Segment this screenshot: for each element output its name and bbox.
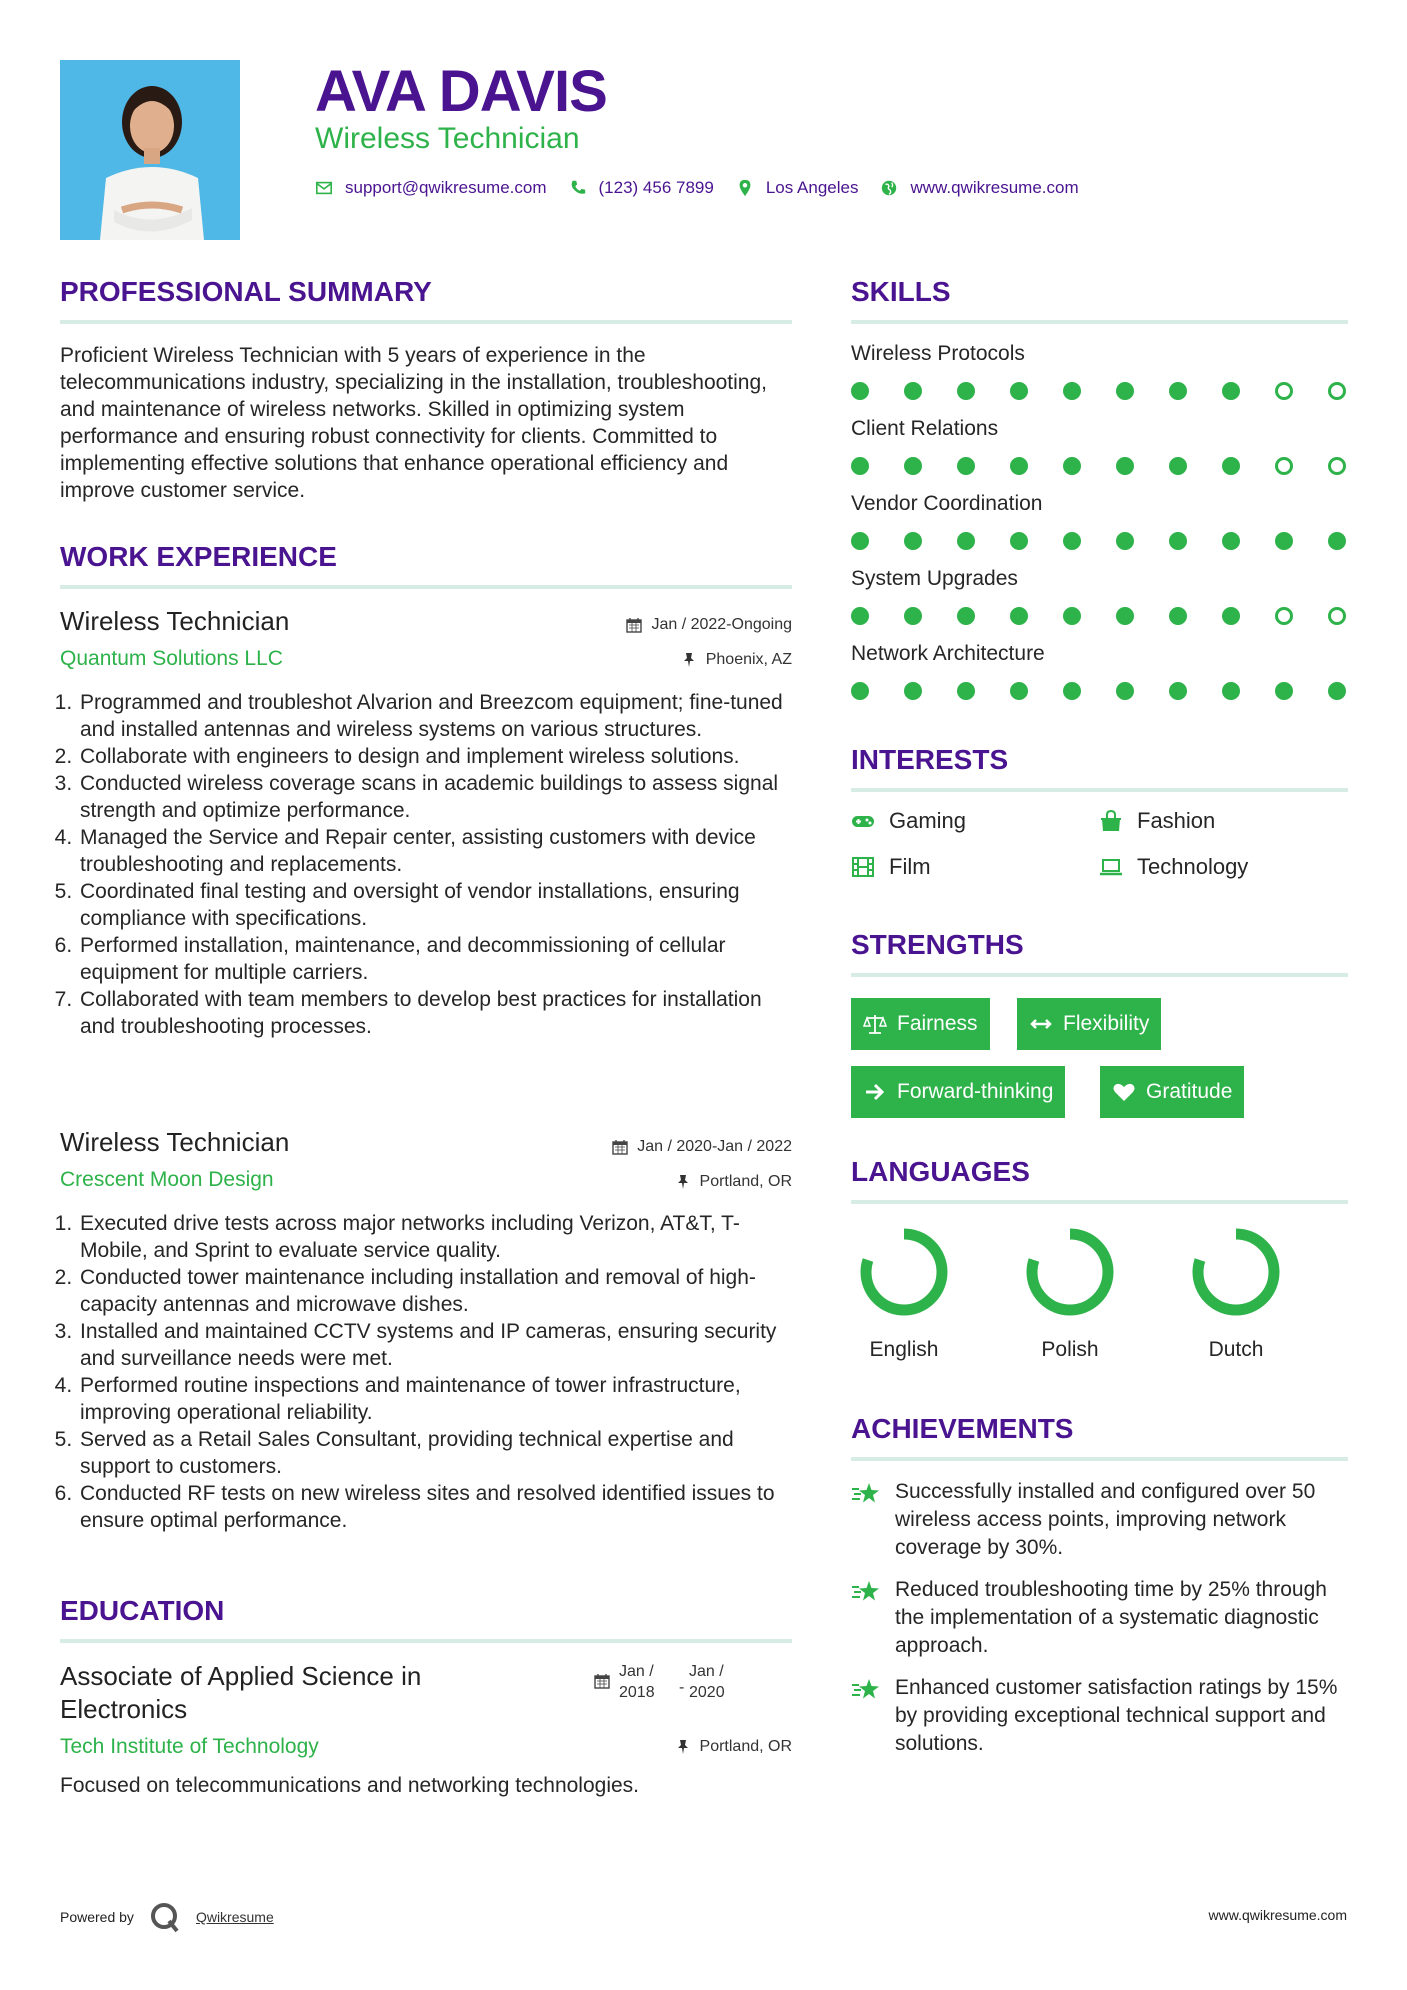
- skill-dot-filled: [1116, 532, 1134, 550]
- skill-dot-filled: [1169, 682, 1187, 700]
- skill-dot-filled: [1010, 457, 1028, 475]
- skill-dot-filled: [851, 532, 869, 550]
- education-start: [619, 1661, 679, 1703]
- skill-name: Network Architecture: [851, 642, 1045, 665]
- work-rule: [60, 585, 792, 589]
- interest-item-gaming: [851, 808, 966, 834]
- strengths-heading: STRENGTHS: [851, 929, 1024, 960]
- skill-dot-filled: [1328, 532, 1346, 550]
- language-ring-arc: [1198, 1234, 1274, 1310]
- education-description: Focused on telecommunications and networking technologies.: [60, 1774, 640, 1797]
- pushpin-icon: [675, 1739, 691, 1755]
- skill-dot-filled: [957, 682, 975, 700]
- skill-dot-filled: [957, 382, 975, 400]
- language-ring: [1024, 1226, 1116, 1318]
- skill-dot-filled: [1222, 607, 1240, 625]
- language-ring: [858, 1226, 950, 1318]
- skill-dot-empty: [1328, 457, 1346, 475]
- skill-dot-filled: [1222, 457, 1240, 475]
- interest-label: Film: [889, 854, 931, 879]
- education-rule: [60, 1639, 792, 1643]
- job-2-duty: 2. Conducted tower maintenance including installation and removal of high-capacity antennas and microwave dishes.: [78, 1264, 800, 1318]
- strength-tag-forward-thinking: [851, 1066, 1065, 1118]
- school-name: Tech Institute of Technology: [60, 1735, 319, 1758]
- strength-tag-flexibility: [1017, 998, 1161, 1050]
- strength-label: Flexibility: [1063, 1012, 1150, 1035]
- job-1-location: [500, 651, 792, 669]
- footer-powered-by: [60, 1900, 274, 1934]
- language-name: English: [869, 1338, 939, 1361]
- interests-heading: INTERESTS: [851, 744, 1009, 775]
- job-2-duty: 5. Served as a Retail Sales Consultant, providing technical expertise and support to customers.: [78, 1426, 800, 1480]
- achievement-item: [851, 1478, 1361, 1562]
- language-ring: [1190, 1226, 1282, 1318]
- strengths-rule: [851, 973, 1348, 977]
- job-1-duty: 1. Programmed and troubleshot Alvarion and Breezcom equipment; fine-tuned and installed antennas and wireless systems on various structures.: [78, 689, 800, 743]
- skill-dot-filled: [1169, 532, 1187, 550]
- skill-dot-empty: [1275, 382, 1293, 400]
- skill-dot-filled: [1169, 607, 1187, 625]
- gamepad-icon: [851, 809, 875, 833]
- skill-dot-filled: [1169, 457, 1187, 475]
- job-1-date: [500, 616, 792, 634]
- achievement-text: Enhanced customer satisfaction ratings by 15% by providing exceptional technical support and solutions.: [895, 1676, 1338, 1755]
- skill-dot-empty: [1275, 457, 1293, 475]
- achievement-text: Successfully installed and configured over 50 wireless access points, improving network coverage by 30%.: [895, 1480, 1316, 1559]
- candidate-title: Wireless Technician: [315, 122, 580, 155]
- education-location-text: Portland, OR: [699, 1738, 792, 1755]
- skill-dot-filled: [1010, 682, 1028, 700]
- job-1-company: Quantum Solutions LLC: [60, 647, 283, 670]
- skill-dot-filled: [1063, 457, 1081, 475]
- skill-dot-empty: [1275, 607, 1293, 625]
- skills-heading: SKILLS: [851, 276, 951, 307]
- laptop-icon: [1099, 855, 1123, 879]
- achievements-heading: ACHIEVEMENTS: [851, 1413, 1074, 1444]
- skill-dot-empty: [1328, 607, 1346, 625]
- education-date-dash: -: [679, 1679, 685, 1696]
- job-1-duty: 6. Performed installation, maintenance, and decommissioning of cellular equipment for multiple carriers.: [78, 932, 800, 986]
- strength-label: Forward-thinking: [897, 1080, 1054, 1103]
- language-name: Polish: [1041, 1338, 1099, 1361]
- skill-dot-filled: [1063, 682, 1081, 700]
- globe-icon: [880, 179, 898, 197]
- heart-icon: [1112, 1080, 1136, 1104]
- phone-icon: [569, 179, 587, 197]
- education-start-month: Jan /: [619, 1663, 654, 1680]
- skill-dot-filled: [1169, 382, 1187, 400]
- skill-dot-filled: [851, 682, 869, 700]
- language-item: [1181, 1226, 1291, 1362]
- website-text: www.qwikresume.com: [910, 178, 1079, 197]
- language-item: [1015, 1226, 1125, 1362]
- skill-dot-filled: [1116, 457, 1134, 475]
- education-location: [500, 1738, 792, 1756]
- job-1-title: Wireless Technician: [60, 606, 290, 636]
- skill-dot-filled: [851, 457, 869, 475]
- skill-dot-filled: [1222, 382, 1240, 400]
- language-item: [849, 1226, 959, 1362]
- achievement-item: [851, 1674, 1361, 1758]
- skill-dot-filled: [904, 532, 922, 550]
- skill-dot-filled: [1116, 607, 1134, 625]
- calendar-icon: [612, 1139, 628, 1155]
- interests-rule: [851, 788, 1348, 792]
- job-1-duties: [60, 689, 800, 1040]
- education-end-month: Jan /: [689, 1663, 724, 1680]
- arrows-horizontal-icon: [1029, 1012, 1053, 1036]
- job-2-company: Crescent Moon Design: [60, 1168, 274, 1191]
- degree-title: Associate of Applied Science in Electronics: [60, 1661, 422, 1724]
- interest-label: Fashion: [1137, 808, 1216, 833]
- job-1-duty: 7. Collaborated with team members to develop best practices for installation and troubleshooting processes.: [78, 986, 800, 1040]
- skill-dot-filled: [957, 607, 975, 625]
- education-dates: [594, 1661, 749, 1703]
- job-2-duty: 1. Executed drive tests across major networks including Verizon, AT&T, T-Mobile, and Sprint to evaluate service quality.: [78, 1210, 800, 1264]
- strength-tag-gratitude: [1100, 1066, 1244, 1118]
- skill-name: Wireless Protocols: [851, 342, 1025, 365]
- skill-dot-filled: [904, 457, 922, 475]
- skill-rating: [851, 604, 1351, 626]
- skill-dot-filled: [1063, 607, 1081, 625]
- shooting-star-icon: [851, 1676, 881, 1704]
- skill-rating: [851, 379, 1351, 401]
- strength-label: Fairness: [897, 1012, 978, 1035]
- skill-dot-filled: [904, 382, 922, 400]
- job-2-title: Wireless Technician: [60, 1127, 290, 1157]
- skill-dot-filled: [904, 607, 922, 625]
- education-start-year: 2018: [619, 1684, 655, 1701]
- contact-website[interactable]: [880, 178, 1078, 198]
- skill-rating: [851, 529, 1351, 551]
- education-heading: EDUCATION: [60, 1595, 225, 1626]
- phone-text: (123) 456 7899: [598, 178, 714, 197]
- languages-heading: LANGUAGES: [851, 1156, 1030, 1187]
- qwikresume-link[interactable]: Qwikresume: [195, 1909, 274, 1925]
- film-icon: [851, 855, 875, 879]
- language-ring-arc: [866, 1234, 942, 1310]
- language-name: Dutch: [1208, 1338, 1264, 1361]
- qwikresume-logo-icon: [148, 1900, 182, 1934]
- job-1-duty: 4. Managed the Service and Repair center, assisting customers with device troubleshooting and replacements.: [78, 824, 800, 878]
- strength-tag-fairness: [851, 998, 990, 1050]
- contact-bar: [315, 178, 1101, 198]
- skills-rule: [851, 320, 1348, 324]
- skill-dot-filled: [1010, 607, 1028, 625]
- education-end: [689, 1661, 749, 1703]
- job-2-date: [480, 1138, 792, 1156]
- candidate-name: AVA DAVIS: [315, 59, 607, 124]
- job-1-duty: 2. Collaborate with engineers to design and implement wireless solutions.: [78, 743, 800, 770]
- languages-rule: [851, 1200, 1348, 1204]
- summary-rule: [60, 320, 792, 324]
- map-pin-icon: [736, 179, 754, 197]
- interest-item-technology: [1099, 854, 1248, 880]
- work-heading: WORK EXPERIENCE: [60, 541, 337, 572]
- achievement-text: Reduced troubleshooting time by 25% through the implementation of a systematic diagnostic approach.: [895, 1578, 1327, 1657]
- skill-dot-filled: [1222, 532, 1240, 550]
- job-2-date-text: Jan / 2020-Jan / 2022: [637, 1138, 792, 1155]
- summary-heading: PROFESSIONAL SUMMARY: [60, 276, 432, 307]
- skill-name: Client Relations: [851, 417, 999, 440]
- skill-dot-filled: [1063, 382, 1081, 400]
- skill-rating: [851, 454, 1351, 476]
- achievements-rule: [851, 1457, 1348, 1461]
- education-end-year: 2020: [689, 1684, 725, 1701]
- skill-dot-filled: [851, 382, 869, 400]
- interest-label: Gaming: [889, 808, 967, 833]
- job-1-location-text: Phoenix, AZ: [705, 651, 792, 668]
- skill-name: Vendor Coordination: [851, 492, 1043, 515]
- job-1-date-text: Jan / 2022-Ongoing: [651, 616, 792, 633]
- strength-label: Gratitude: [1146, 1080, 1233, 1103]
- email-text: support@qwikresume.com: [345, 178, 547, 197]
- calendar-icon: [626, 617, 642, 633]
- pushpin-icon: [675, 1174, 691, 1190]
- skill-rating: [851, 679, 1351, 701]
- powered-by-text: Powered by: [60, 1909, 134, 1925]
- skill-dot-filled: [957, 457, 975, 475]
- interest-item-film: [851, 854, 931, 880]
- contact-phone[interactable]: [569, 178, 714, 198]
- skill-dot-filled: [1010, 382, 1028, 400]
- job-1-duty: 5. Coordinated final testing and oversight of vendor installations, ensuring compliance with specifications.: [78, 878, 800, 932]
- skill-dot-filled: [1116, 382, 1134, 400]
- shooting-star-icon: [851, 1480, 881, 1508]
- skill-dot-filled: [1063, 532, 1081, 550]
- skill-dot-empty: [1328, 382, 1346, 400]
- skill-dot-filled: [904, 682, 922, 700]
- contact-location: [736, 178, 859, 198]
- pushpin-icon: [681, 652, 697, 668]
- profile-photo: [60, 60, 240, 240]
- interest-label: Technology: [1137, 854, 1249, 879]
- location-text: Los Angeles: [765, 178, 859, 197]
- job-1-duty: 3. Conducted wireless coverage scans in academic buildings to assess signal strength and optimize performance.: [78, 770, 800, 824]
- skill-dot-filled: [1275, 532, 1293, 550]
- contact-email[interactable]: [315, 178, 547, 198]
- interest-item-fashion: [1099, 808, 1215, 834]
- skill-dot-filled: [1328, 682, 1346, 700]
- footer-website[interactable]: www.qwikresume.com: [1208, 1907, 1347, 1923]
- skill-dot-filled: [1275, 682, 1293, 700]
- summary-text: Proficient Wireless Technician with 5 years of experience in the telecommunications industry, specializing in the installation, troubleshooting, and maintenance of wireless networks. Skilled in optimizing system performance and ensuring robust connectivity for clients. Committed to implementing effective solutions that enhance operational efficiency and improve customer service.: [60, 344, 767, 502]
- job-2-duty: 3. Installed and maintained CCTV systems and IP cameras, ensuring security and surveillance needs were met.: [78, 1318, 800, 1372]
- skill-dot-filled: [957, 532, 975, 550]
- envelope-icon: [315, 179, 333, 197]
- calendar-icon: [594, 1673, 610, 1689]
- job-2-location: [500, 1173, 792, 1191]
- job-2-location-text: Portland, OR: [699, 1173, 792, 1190]
- shopping-bag-icon: [1099, 809, 1123, 833]
- skill-dot-filled: [1222, 682, 1240, 700]
- shooting-star-icon: [851, 1578, 881, 1606]
- job-2-duty: 4. Performed routine inspections and maintenance of tower infrastructure, improving operational reliability.: [78, 1372, 800, 1426]
- balance-scale-icon: [863, 1012, 887, 1036]
- job-2-duties: [60, 1210, 800, 1534]
- language-ring-arc: [1032, 1234, 1108, 1310]
- skill-name: System Upgrades: [851, 567, 1018, 590]
- skill-dot-filled: [1116, 682, 1134, 700]
- skill-dot-filled: [1010, 532, 1028, 550]
- achievement-item: [851, 1576, 1361, 1660]
- arrow-right-icon: [863, 1080, 887, 1104]
- job-2-duty: 6. Conducted RF tests on new wireless sites and resolved identified issues to ensure optimal performance.: [78, 1480, 800, 1534]
- skill-dot-filled: [851, 607, 869, 625]
